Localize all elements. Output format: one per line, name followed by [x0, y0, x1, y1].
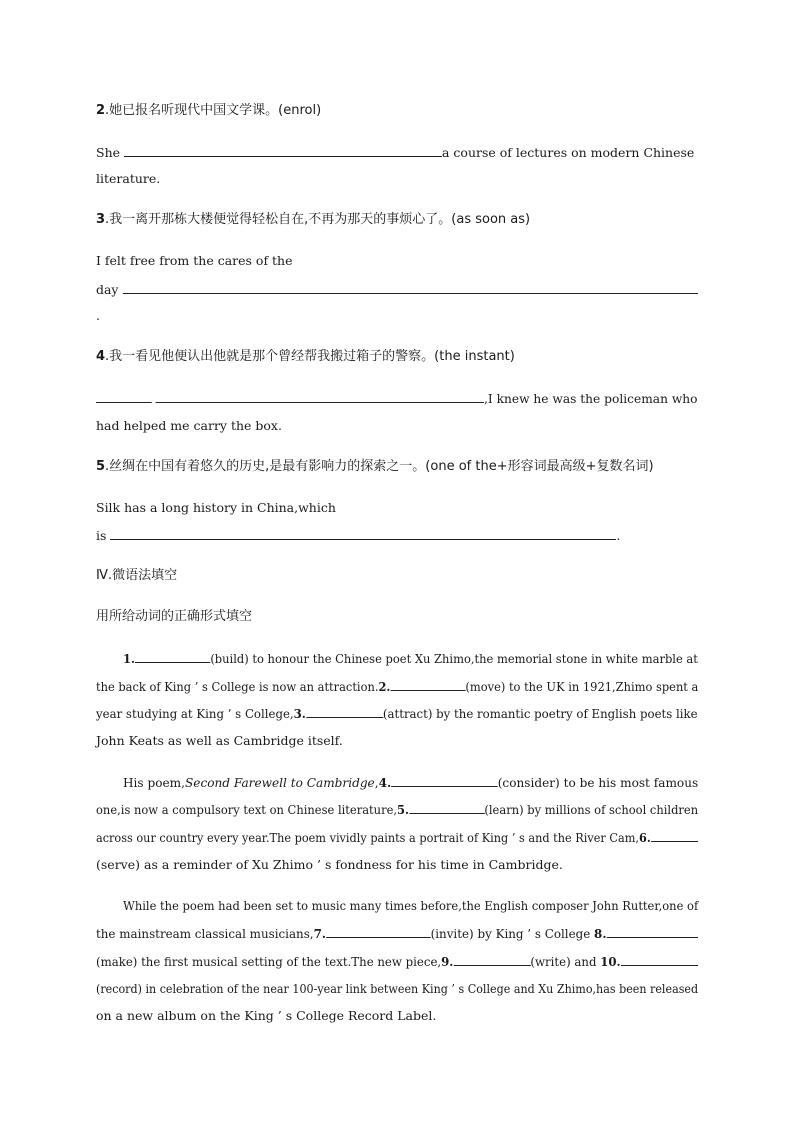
answer-blank-6[interactable] [651, 829, 698, 842]
blank-number: 1. [123, 651, 135, 666]
passage-text: the mainstream classical musicians, [96, 926, 314, 941]
passage-text: in celebration of the near 100-year link between King ’ s College and Xu Zhimo,has been released [141, 981, 699, 996]
passage-text: one,is now a compulsory text on Chinese literature, [96, 802, 398, 817]
passage-text: to the UK in 1921,Zhimo spent a [505, 679, 699, 694]
question-text: .我一看见他便认出他就是那个曾经帮我搬过箱子的警察。(the instant) [105, 349, 515, 364]
sentence-end: ,I knew he was the policeman who [483, 391, 698, 406]
sentence-start: day [96, 282, 119, 297]
passage-p1-line4: John Keats as well as Cambridge itself. [96, 733, 343, 748]
question-text: .我一离开那栋大楼便觉得轻松自在,不再为那天的事烦心了。(as soon as) [105, 212, 531, 227]
passage-text: and [570, 954, 601, 969]
verb-hint: (write) [530, 954, 571, 969]
blank-number: 2. [378, 679, 391, 694]
passage-text: , [374, 775, 379, 790]
answer-blank-5[interactable] [409, 801, 484, 814]
passage-text: His poem, [123, 775, 185, 790]
verb-hint: (move) [465, 679, 506, 694]
passage-p3-line4 [96, 981, 698, 997]
answer-blank-10[interactable] [621, 953, 698, 966]
passage-text: by the romantic poetry of English poets like [432, 706, 698, 721]
passage-text: the first musical setting of the text.The new piece, [137, 954, 442, 969]
passage-p3-line3 [96, 953, 698, 970]
question-text: .丝绸在中国有着悠久的历史,是最有影响力的探索之一。(one of the+形容词最高级+复数名词) [105, 459, 654, 474]
passage-p2-line2 [96, 801, 698, 818]
verb-hint: (serve) [96, 857, 141, 872]
blank-number: 8. [594, 926, 607, 941]
answer-blank-2[interactable] [390, 678, 465, 691]
question-2-prompt [96, 103, 321, 119]
verb-hint: (build) [210, 651, 249, 666]
passage-p2-line3 [96, 829, 698, 846]
answer-blank[interactable] [124, 144, 442, 157]
answer-blank-3[interactable] [306, 705, 383, 718]
blank-number: 5. [397, 802, 410, 817]
answer-blank-8[interactable] [606, 925, 697, 938]
verb-hint: (make) [96, 954, 138, 969]
question-5-answer-line [96, 527, 620, 544]
blank-number: 6. [638, 830, 651, 845]
passage-p1-line1 [123, 650, 698, 667]
question-4-continuation: had helped me carry the box. [96, 418, 282, 433]
answer-blank-1[interactable] [135, 650, 210, 663]
sentence-start: is [96, 528, 107, 543]
question-3-answer-line [96, 281, 697, 298]
question-number: 4 [96, 349, 106, 364]
blank-number: 10. [600, 954, 621, 969]
passage-text: to be his most famous [559, 775, 699, 790]
verb-hint: (record) [96, 981, 142, 996]
answer-blank-9[interactable] [453, 953, 530, 966]
passage-p3-line5: on a new album on the King ’ s College Record Label. [96, 1008, 437, 1023]
question-text: .她已报名听现代中国文学课。(enrol) [105, 103, 322, 118]
passage-text: by millions of school children [523, 802, 699, 817]
sentence-start: She [96, 145, 121, 160]
answer-blank[interactable] [110, 527, 616, 540]
question-number: 5 [96, 459, 106, 474]
passage-text: the back of King ’ s College is now an attraction. [96, 679, 379, 694]
answer-blank[interactable] [122, 281, 697, 294]
answer-blank[interactable] [156, 390, 484, 403]
passage-text: as a reminder of Xu Zhimo ’ s fondness for his time in Cambridge. [140, 857, 563, 872]
question-3-prompt [96, 212, 530, 228]
blank-number: 4. [378, 775, 392, 790]
passage-p2-line4 [96, 857, 563, 873]
blank-number: 7. [313, 926, 327, 941]
blank-number: 9. [441, 954, 454, 969]
passage-p3-line1: While the poem had been set to music many times before,the English composer John Rutter,one of [123, 898, 699, 913]
passage-text: across our country every year.The poem vividly paints a portrait of King ’ s and the River Cam, [96, 830, 639, 845]
question-number: 2 [96, 103, 106, 118]
blank-number: 3. [293, 706, 306, 721]
question-4-prompt [96, 349, 515, 365]
verb-hint: (attract) [382, 706, 433, 721]
verb-hint: (consider) [497, 775, 560, 790]
question-5-line1: Silk has a long history in China,which [96, 500, 336, 515]
section-title: Ⅳ.微语法填空 [96, 568, 178, 583]
passage-p1-line2 [96, 678, 698, 695]
passage-text: to honour the Chinese poet Xu Zhimo,the memorial stone in white marble at [248, 651, 698, 666]
answer-blank-7[interactable] [326, 925, 431, 938]
question-4-answer-line [96, 390, 698, 407]
sentence-end: . [616, 528, 621, 543]
question-3-line1: I felt free from the cares of the [96, 253, 293, 268]
sentence-end: a course of lectures on modern Chinese [442, 145, 695, 160]
verb-hint: (invite) [430, 926, 474, 941]
passage-p2-line1 [123, 774, 698, 791]
question-5-prompt [96, 459, 654, 475]
question-number: 3 [96, 212, 106, 227]
passage-p3-line2 [96, 925, 698, 942]
question-2-continuation: literature. [96, 171, 161, 186]
answer-blank[interactable] [96, 390, 152, 403]
question-2-answer-line [96, 144, 694, 161]
poem-title: Second Farewell to Cambridge [184, 775, 375, 790]
passage-text: by King ’ s College [473, 926, 595, 941]
passage-text: year studying at King ’ s College, [96, 706, 294, 721]
question-3-period: . [96, 308, 100, 323]
passage-p1-line3 [96, 705, 698, 722]
verb-hint: (learn) [484, 802, 524, 817]
answer-blank-4[interactable] [391, 774, 497, 787]
section-instruction: 用所给动词的正确形式填空 [96, 609, 253, 624]
